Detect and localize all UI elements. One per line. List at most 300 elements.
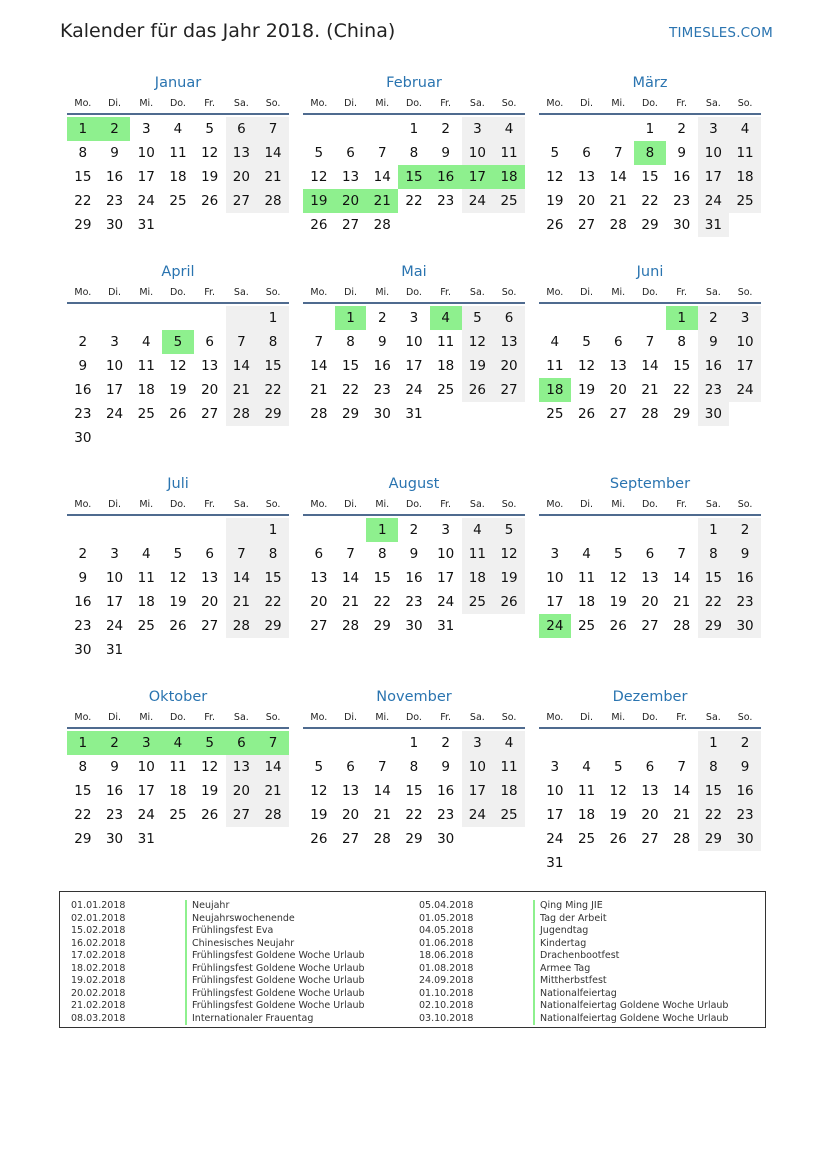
day-cell: 20 (226, 779, 258, 803)
day-cell: 6 (314, 546, 324, 562)
day-cell: 30 (105, 831, 124, 847)
day-cell: 6 (346, 145, 355, 161)
legend-holiday-name: Chinesisches Neujahr (185, 938, 294, 951)
weekday-label: Fr. (676, 287, 688, 298)
legend-row (419, 975, 728, 988)
day-cell: 13 (341, 783, 360, 799)
day-cell: 27 (341, 217, 360, 233)
day-cell: 25 (437, 382, 455, 398)
weekday-label: Do. (169, 499, 186, 510)
weekday-label: Fr. (440, 98, 452, 109)
month-9 (539, 473, 761, 638)
day-cell: 18 (437, 358, 455, 374)
day-cell: 3 (462, 117, 494, 141)
legend-date: 18.06.2018 (419, 950, 474, 961)
day-cell: 28 (373, 831, 391, 847)
holiday-day-cell: 4 (162, 731, 194, 755)
month-4 (67, 261, 289, 450)
empty-cell (67, 306, 99, 330)
day-cell: 26 (609, 618, 627, 634)
empty-cell (634, 306, 666, 330)
day-cell: 19 (169, 594, 187, 610)
day-cell: 10 (105, 570, 124, 586)
day-cell: 3 (141, 121, 151, 137)
weekday-header (303, 496, 525, 513)
weekday-label: Do. (169, 287, 186, 298)
day-cell: 13 (341, 169, 360, 185)
day-cell: 16 (729, 566, 761, 590)
day-cell: 21 (226, 378, 258, 402)
legend-date: 19.02.2018 (71, 975, 126, 986)
day-cell: 10 (105, 358, 124, 374)
legend-holiday-name: Nationalfeiertag (533, 988, 617, 1001)
site-link[interactable]: TIMESLES.COM (669, 25, 773, 41)
day-cell: 24 (137, 807, 155, 823)
day-cell: 22 (74, 807, 92, 823)
empty-cell (130, 518, 162, 542)
day-cell: 18 (493, 779, 525, 803)
day-cell: 10 (698, 141, 730, 165)
holiday-day-cell: 19 (303, 189, 335, 213)
legend-date: 08.03.2018 (71, 1012, 126, 1024)
weekday-label: Fr. (676, 98, 688, 109)
day-cell: 26 (310, 831, 328, 847)
day-cell: 28 (673, 831, 691, 847)
day-cell: 24 (546, 831, 564, 847)
day-cell: 16 (105, 783, 124, 799)
weekday-label: So. (737, 287, 753, 298)
empty-cell (602, 117, 634, 141)
day-cell: 6 (205, 334, 214, 350)
day-grid (303, 731, 525, 851)
day-cell: 27 (310, 618, 328, 634)
legend-row (419, 950, 728, 963)
day-cell: 29 (257, 614, 289, 638)
day-cell: 17 (462, 779, 494, 803)
legend-row (419, 938, 728, 951)
legend-holiday-name: Frühlingsfest Goldene Woche Urlaub (185, 950, 365, 963)
weekday-label: Fr. (204, 98, 216, 109)
empty-cell (194, 306, 226, 330)
holiday-day-cell: 1 (335, 306, 367, 330)
day-cell: 16 (698, 354, 730, 378)
day-cell: 23 (437, 807, 455, 823)
day-cell: 11 (137, 358, 155, 374)
weekday-label: Fr. (440, 287, 452, 298)
legend-date: 03.10.2018 (419, 1012, 474, 1024)
day-cell: 31 (437, 618, 455, 634)
day-cell: 25 (577, 618, 596, 634)
day-cell: 19 (201, 783, 219, 799)
day-cell: 2 (377, 310, 387, 326)
day-cell: 5 (582, 334, 591, 350)
day-cell: 10 (546, 783, 564, 799)
day-cell: 2 (729, 731, 761, 755)
weekday-label: Mi. (375, 287, 390, 298)
day-cell: 22 (405, 807, 423, 823)
day-cell: 30 (74, 642, 92, 658)
day-cell: 13 (226, 755, 258, 779)
legend-column-right (419, 900, 728, 1025)
day-cell: 22 (373, 594, 391, 610)
holiday-day-cell: 18 (539, 378, 571, 402)
legend-row (71, 988, 365, 1001)
day-cell: 26 (546, 217, 564, 233)
day-cell: 10 (462, 755, 494, 779)
day-cell: 27 (641, 831, 659, 847)
empty-cell (366, 117, 398, 141)
legend-date: 01.08.2018 (419, 962, 474, 974)
weekday-label: Mi. (611, 712, 626, 723)
day-grid (539, 306, 761, 426)
legend-date: 15.02.2018 (71, 925, 126, 936)
day-cell: 26 (577, 406, 596, 422)
day-cell: 16 (437, 783, 455, 799)
weekday-label: Mi. (139, 499, 154, 510)
weekday-label: Do. (641, 712, 658, 723)
day-cell: 17 (698, 165, 730, 189)
empty-cell (571, 518, 603, 542)
day-cell: 2 (698, 306, 730, 330)
weekday-label: Fr. (440, 712, 452, 723)
day-cell: 4 (141, 546, 151, 562)
day-cell: 25 (493, 189, 525, 213)
day-cell: 15 (257, 566, 289, 590)
weekday-label: Mi. (611, 287, 626, 298)
day-cell: 30 (673, 217, 691, 233)
month-6 (539, 261, 761, 426)
day-cell: 2 (78, 334, 88, 350)
weekday-header (539, 709, 761, 726)
empty-cell (162, 306, 194, 330)
month-name: Oktober (148, 689, 208, 705)
weekday-label: So. (265, 712, 281, 723)
holiday-day-cell: 8 (634, 141, 666, 165)
day-grid (539, 117, 761, 237)
day-cell: 16 (74, 594, 92, 610)
weekday-label: Mo. (74, 499, 92, 510)
day-cell: 8 (677, 334, 686, 350)
day-cell: 13 (609, 358, 627, 374)
day-cell: 22 (257, 378, 289, 402)
day-cell: 5 (550, 145, 560, 161)
empty-cell (226, 306, 258, 330)
weekday-label: So. (265, 287, 281, 298)
weekday-label: Mi. (375, 499, 390, 510)
holiday-day-cell: 21 (366, 189, 398, 213)
day-cell: 17 (729, 354, 761, 378)
day-cell: 4 (582, 546, 591, 562)
legend-date: 02.10.2018 (419, 1000, 474, 1011)
weekday-label: Mi. (139, 712, 154, 723)
legend-date: 16.02.2018 (71, 937, 126, 949)
day-cell: 5 (613, 546, 623, 562)
legend-date: 05.04.2018 (419, 900, 474, 911)
weekday-label: Sa. (705, 98, 721, 109)
weekday-label: Sa. (469, 287, 485, 298)
weekday-label: Sa. (705, 287, 721, 298)
day-cell: 18 (577, 594, 596, 610)
weekday-label: Mo. (310, 287, 328, 298)
day-cell: 10 (137, 759, 155, 775)
empty-cell (162, 518, 194, 542)
day-cell: 21 (341, 594, 360, 610)
legend-date: 24.09.2018 (419, 975, 474, 986)
header-rule (303, 727, 525, 729)
day-cell: 25 (577, 831, 596, 847)
day-cell: 20 (609, 382, 627, 398)
day-grid (303, 518, 525, 638)
weekday-label: Mo. (310, 712, 328, 723)
day-cell: 27 (577, 217, 596, 233)
day-grid (539, 731, 761, 875)
day-cell: 20 (201, 594, 219, 610)
month-name: August (388, 476, 440, 492)
weekday-label: Sa. (233, 712, 249, 723)
weekday-label: Mi. (375, 98, 390, 109)
day-cell: 21 (257, 779, 289, 803)
day-cell: 14 (341, 570, 360, 586)
day-cell: 1 (645, 121, 655, 137)
day-cell: 14 (310, 358, 328, 374)
weekday-header (539, 284, 761, 301)
day-cell: 18 (169, 169, 187, 185)
weekday-header (303, 709, 525, 726)
legend-holiday-name: Frühlingsfest Goldene Woche Urlaub (185, 975, 365, 988)
day-cell: 27 (609, 406, 627, 422)
day-cell: 2 (441, 735, 450, 751)
weekday-label: Sa. (233, 287, 249, 298)
legend-holiday-name: Neujahr (185, 900, 229, 913)
header-rule (539, 113, 761, 115)
day-cell: 16 (74, 382, 92, 398)
day-cell: 23 (673, 193, 691, 209)
day-cell: 9 (377, 334, 387, 350)
day-cell: 7 (613, 145, 623, 161)
day-cell: 13 (641, 783, 659, 799)
day-cell: 9 (78, 570, 88, 586)
day-cell: 15 (405, 783, 423, 799)
day-cell: 6 (205, 546, 214, 562)
day-cell: 28 (373, 217, 391, 233)
month-11 (303, 686, 525, 851)
legend-row (71, 950, 365, 963)
holiday-day-cell: 2 (99, 117, 131, 141)
holiday-day-cell: 5 (162, 330, 194, 354)
day-cell: 30 (729, 614, 761, 638)
day-grid (539, 518, 761, 638)
month-3 (539, 72, 761, 237)
legend-date: 17.02.2018 (71, 950, 126, 961)
legend-holiday-name: Nationalfeiertag Goldene Woche Urlaub (533, 1000, 728, 1013)
day-cell: 25 (169, 193, 187, 209)
day-cell: 7 (226, 330, 258, 354)
weekday-label: Mo. (546, 287, 564, 298)
legend-holiday-name: Frühlingsfest Eva (185, 925, 273, 938)
day-cell: 17 (437, 570, 455, 586)
holiday-legend (59, 891, 766, 1028)
day-cell: 5 (314, 145, 324, 161)
day-cell: 2 (441, 121, 450, 137)
day-cell: 4 (141, 334, 151, 350)
page-title: Kalender für das Jahr 2018. (China) (60, 20, 396, 42)
day-grid (67, 731, 289, 851)
day-cell: 28 (609, 217, 627, 233)
day-cell: 10 (137, 145, 155, 161)
weekday-label: Do. (169, 712, 186, 723)
month-name: April (161, 264, 195, 280)
legend-date: 04.05.2018 (419, 925, 474, 936)
day-cell: 7 (257, 117, 289, 141)
day-cell: 18 (462, 566, 494, 590)
day-cell: 16 (673, 169, 691, 185)
empty-cell (366, 731, 398, 755)
legend-date: 02.01.2018 (71, 912, 126, 924)
day-cell: 3 (110, 334, 119, 350)
empty-cell (634, 518, 666, 542)
weekday-label: So. (737, 98, 753, 109)
day-cell: 9 (78, 358, 88, 374)
holiday-day-cell: 1 (666, 306, 698, 330)
day-cell: 21 (226, 590, 258, 614)
day-cell: 1 (409, 121, 419, 137)
weekday-label: Sa. (469, 499, 485, 510)
legend-row (419, 913, 728, 926)
day-cell: 17 (137, 169, 155, 185)
legend-row (419, 925, 728, 938)
weekday-label: Mi. (611, 499, 626, 510)
day-cell: 26 (169, 618, 187, 634)
day-cell: 14 (641, 358, 659, 374)
day-cell: 10 (546, 570, 564, 586)
empty-cell (303, 731, 335, 755)
day-cell: 23 (729, 590, 761, 614)
day-cell: 30 (373, 406, 391, 422)
day-cell: 23 (74, 406, 92, 422)
day-cell: 30 (698, 402, 730, 426)
day-cell: 12 (546, 169, 564, 185)
day-cell: 9 (441, 759, 450, 775)
day-cell: 22 (698, 590, 730, 614)
day-cell: 20 (641, 807, 659, 823)
day-cell: 7 (677, 759, 686, 775)
day-cell: 21 (257, 165, 289, 189)
holiday-day-cell: 7 (257, 731, 289, 755)
weekday-label: Mi. (139, 98, 154, 109)
weekday-label: Sa. (469, 712, 485, 723)
day-cell: 25 (462, 590, 494, 614)
legend-holiday-name: Nationalfeiertag Goldene Woche Urlaub (533, 1013, 728, 1026)
day-cell: 20 (201, 382, 219, 398)
day-cell: 11 (493, 755, 525, 779)
legend-date: 18.02.2018 (71, 962, 126, 974)
day-cell: 6 (493, 306, 525, 330)
weekday-label: Mi. (611, 98, 626, 109)
day-cell: 15 (698, 779, 730, 803)
day-cell: 5 (205, 121, 214, 137)
day-cell: 16 (373, 358, 391, 374)
empty-cell (602, 731, 634, 755)
legend-holiday-name: Frühlingsfest Goldene Woche Urlaub (185, 963, 365, 976)
day-cell: 19 (201, 169, 219, 185)
day-cell: 23 (74, 618, 92, 634)
day-cell: 3 (110, 546, 119, 562)
empty-cell (634, 731, 666, 755)
day-cell: 29 (373, 618, 391, 634)
weekday-label: Do. (405, 712, 422, 723)
day-cell: 26 (201, 807, 219, 823)
day-cell: 16 (405, 570, 423, 586)
day-cell: 19 (609, 807, 627, 823)
day-cell: 26 (493, 590, 525, 614)
day-cell: 22 (257, 590, 289, 614)
day-cell: 22 (673, 382, 691, 398)
day-cell: 29 (698, 827, 730, 851)
day-cell: 19 (169, 382, 187, 398)
day-cell: 20 (577, 193, 596, 209)
day-cell: 23 (405, 594, 423, 610)
day-cell: 28 (226, 402, 258, 426)
day-cell: 11 (729, 141, 761, 165)
day-cell: 19 (577, 382, 596, 398)
weekday-header (539, 496, 761, 513)
weekday-label: Di. (580, 287, 594, 298)
weekday-label: Fr. (204, 499, 216, 510)
day-cell: 14 (609, 169, 627, 185)
legend-column-left (71, 900, 365, 1025)
day-cell: 14 (373, 169, 391, 185)
weekday-label: Sa. (469, 98, 485, 109)
day-cell: 1 (257, 518, 289, 542)
holiday-day-cell: 5 (194, 731, 226, 755)
legend-holiday-name: Jugendtag (533, 925, 588, 938)
day-cell: 26 (310, 217, 328, 233)
weekday-label: Do. (405, 499, 422, 510)
day-cell: 12 (169, 358, 187, 374)
legend-row (71, 1013, 365, 1026)
day-cell: 25 (493, 803, 525, 827)
day-cell: 2 (677, 121, 686, 137)
legend-row (71, 913, 365, 926)
day-cell: 17 (137, 783, 155, 799)
day-cell: 4 (729, 117, 761, 141)
day-cell: 21 (310, 382, 328, 398)
day-cell: 23 (105, 193, 124, 209)
day-cell: 14 (226, 354, 258, 378)
day-cell: 11 (437, 334, 455, 350)
weekday-header (539, 95, 761, 112)
day-cell: 24 (105, 618, 124, 634)
month-name: Januar (154, 75, 202, 91)
day-cell: 1 (698, 731, 730, 755)
day-cell: 27 (201, 406, 219, 422)
day-cell: 12 (310, 169, 328, 185)
weekday-header (303, 284, 525, 301)
day-cell: 4 (462, 518, 494, 542)
day-cell: 6 (346, 759, 355, 775)
day-cell: 27 (226, 189, 258, 213)
day-cell: 11 (546, 358, 564, 374)
empty-cell (303, 518, 335, 542)
day-cell: 4 (173, 121, 183, 137)
day-cell: 5 (613, 759, 623, 775)
legend-holiday-name: Mittherbstfest (533, 975, 607, 988)
day-cell: 14 (257, 141, 289, 165)
day-cell: 22 (641, 193, 659, 209)
weekday-label: Di. (580, 98, 594, 109)
holiday-day-cell: 18 (493, 165, 525, 189)
day-cell: 31 (105, 642, 124, 658)
